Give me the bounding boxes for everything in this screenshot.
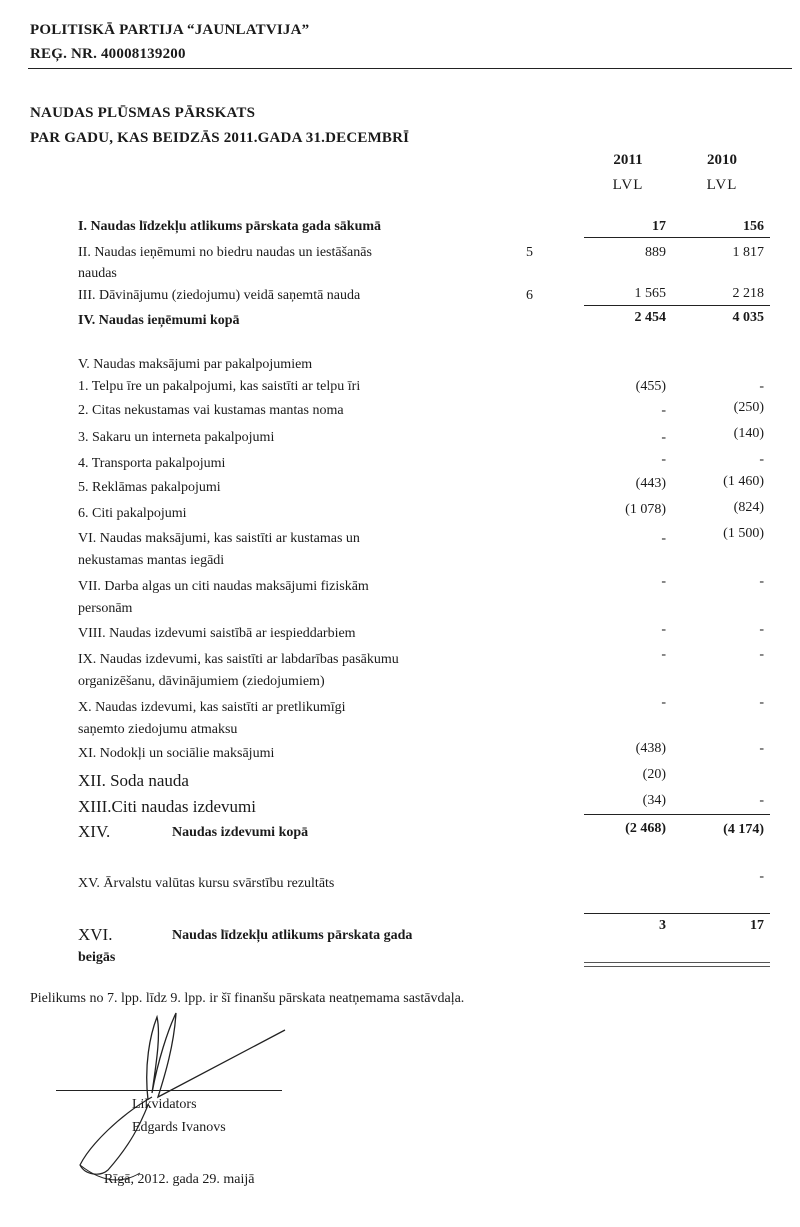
row-value-2011: 17 (652, 219, 666, 234)
row-label: XII. Soda nauda (78, 771, 189, 790)
row-value-2011: 1 565 (634, 286, 666, 301)
row-value-2010: (1 460) (723, 474, 764, 489)
place-and-date: Rīgā, 2012. gada 29. maijā (104, 1172, 255, 1187)
row-label: IV. Naudas ieņēmumi kopā (78, 313, 240, 328)
row-value-2011: 2 454 (634, 310, 666, 325)
row-label-continued: nekustamas mantas iegādi (78, 553, 225, 568)
row-value-2010: (4 174) (723, 822, 764, 837)
report-period: PAR GADU, KAS BEIDZĀS 2011.GADA 31.DECEMBRĪ (30, 130, 410, 146)
row-value-2010: 1 817 (732, 245, 764, 260)
row-label-continued: personām (78, 601, 133, 616)
row-label: 6. Citi pakalpojumi (78, 506, 187, 521)
row-label-continued: beigās (78, 950, 116, 965)
row-value-2010: 4 035 (732, 310, 764, 325)
signatory-name: Edgards Ivanovs (132, 1120, 226, 1135)
organization-name: POLITISKĀ PARTIJA “JAUNLATVIJA” (30, 22, 310, 38)
row-label: 1. Telpu īre un pakalpojumi, kas saistīti ar telpu īri (78, 379, 361, 394)
subtotal-rule (584, 237, 770, 238)
row-value-2011: - (661, 647, 666, 662)
row-label: 2. Citas nekustamas vai kustamas mantas noma (78, 403, 344, 418)
row-label: X. Naudas izdevumi, kas saistīti ar pretlikumīgi (78, 700, 346, 715)
registration-number: REĢ. NR. 40008139200 (30, 46, 186, 62)
row-value-2010: - (759, 647, 764, 662)
row-value-2010: 2 218 (732, 286, 764, 301)
row-label: 4. Transporta pakalpojumi (78, 456, 226, 471)
row-label: XIII.Citi naudas izdevumi (78, 797, 256, 816)
row-label: 3. Sakaru un interneta pakalpojumi (78, 430, 275, 445)
row-value-2011: (455) (635, 379, 666, 394)
row-label: XI. Nodokļi un sociālie maksājumi (78, 746, 275, 761)
row-label: V. Naudas maksājumi par pakalpojumiem (78, 357, 313, 372)
row-value-2010: - (759, 869, 764, 884)
row-label: VIII. Naudas izdevumi saistībā ar iespieddarbiem (78, 626, 356, 641)
total-double-rule (584, 962, 770, 967)
row-value-2011: (1 078) (625, 502, 666, 517)
row-value-2010: - (759, 793, 764, 808)
row-value-2010: (250) (733, 400, 764, 415)
row-label: XVI. (78, 925, 113, 944)
appendix-note: Pielikums no 7. lpp. līdz 9. lpp. ir šī finanšu pārskata neatņemama sastāvdaļa. (30, 991, 465, 1006)
row-value-2011: - (661, 430, 666, 445)
row-label: II. Naudas ieņēmumi no biedru naudas un iestāšanās (78, 245, 372, 260)
row-value-2011: - (661, 695, 666, 710)
col-2011-currency: LVL (612, 177, 644, 193)
row-note: 6 (526, 288, 533, 303)
row-label-continued: saņemto ziedojumu atmaksu (78, 722, 238, 737)
row-value-2011: (438) (635, 741, 666, 756)
row-label-bold: Naudas līdzekļu atlikums pārskata gada (172, 928, 413, 943)
subtotal-rule (584, 913, 770, 914)
row-value-2011: - (661, 574, 666, 589)
row-value-2010: - (759, 574, 764, 589)
report-title: NAUDAS PLŪSMAS PĀRSKATS (30, 105, 256, 121)
row-value-2011: 889 (645, 245, 666, 260)
subtotal-rule (584, 814, 770, 815)
row-value-2010: - (759, 622, 764, 637)
row-value-2010: (824) (733, 500, 764, 515)
row-label: III. Dāvinājumu (ziedojumu) veidā saņemtā nauda (78, 288, 361, 303)
row-value-2011: - (661, 403, 666, 418)
col-2011-year: 2011 (613, 152, 643, 168)
row-value-2010: 17 (750, 918, 764, 933)
row-label: VII. Darba algas un citi naudas maksājumi fiziskām (78, 579, 369, 594)
signature-line (56, 1090, 282, 1091)
row-label: XIV. (78, 822, 111, 841)
row-label: VI. Naudas maksājumi, kas saistīti ar kustamas un (78, 531, 360, 546)
row-value-2010: 156 (743, 219, 764, 234)
row-label-continued: naudas (78, 266, 117, 281)
col-2010-year: 2010 (707, 152, 737, 168)
row-value-2011: - (661, 622, 666, 637)
row-value-2011: - (661, 531, 666, 546)
row-value-2011: (34) (642, 793, 666, 808)
row-value-2011: (2 468) (625, 821, 666, 836)
row-value-2011: - (661, 452, 666, 467)
row-label: IX. Naudas izdevumi, kas saistīti ar labdarības pasākumu (78, 652, 399, 667)
row-label-bold: Naudas izdevumi kopā (172, 825, 309, 840)
row-value-2011: (20) (642, 767, 666, 782)
header-divider (28, 68, 792, 69)
row-label: I. Naudas līdzekļu atlikums pārskata gada sākumā (78, 219, 382, 234)
row-value-2010: - (759, 741, 764, 756)
row-value-2010: - (759, 452, 764, 467)
row-value-2010: (140) (733, 426, 764, 441)
row-value-2010: - (759, 379, 764, 394)
signatory-role: Likvidators (132, 1097, 197, 1112)
row-value-2011: (443) (635, 476, 666, 491)
row-label: 5. Reklāmas pakalpojumi (78, 480, 221, 495)
col-2010-currency: LVL (706, 177, 738, 193)
row-value-2010: (1 500) (723, 526, 764, 541)
row-note: 5 (526, 245, 533, 260)
row-label-continued: organizēšanu, dāvinājumiem (ziedojumiem) (78, 674, 325, 689)
row-value-2011: 3 (659, 918, 666, 933)
row-label: XV. Ārvalstu valūtas kursu svārstību rezultāts (78, 876, 335, 891)
subtotal-rule (584, 305, 770, 306)
row-value-2010: - (759, 695, 764, 710)
